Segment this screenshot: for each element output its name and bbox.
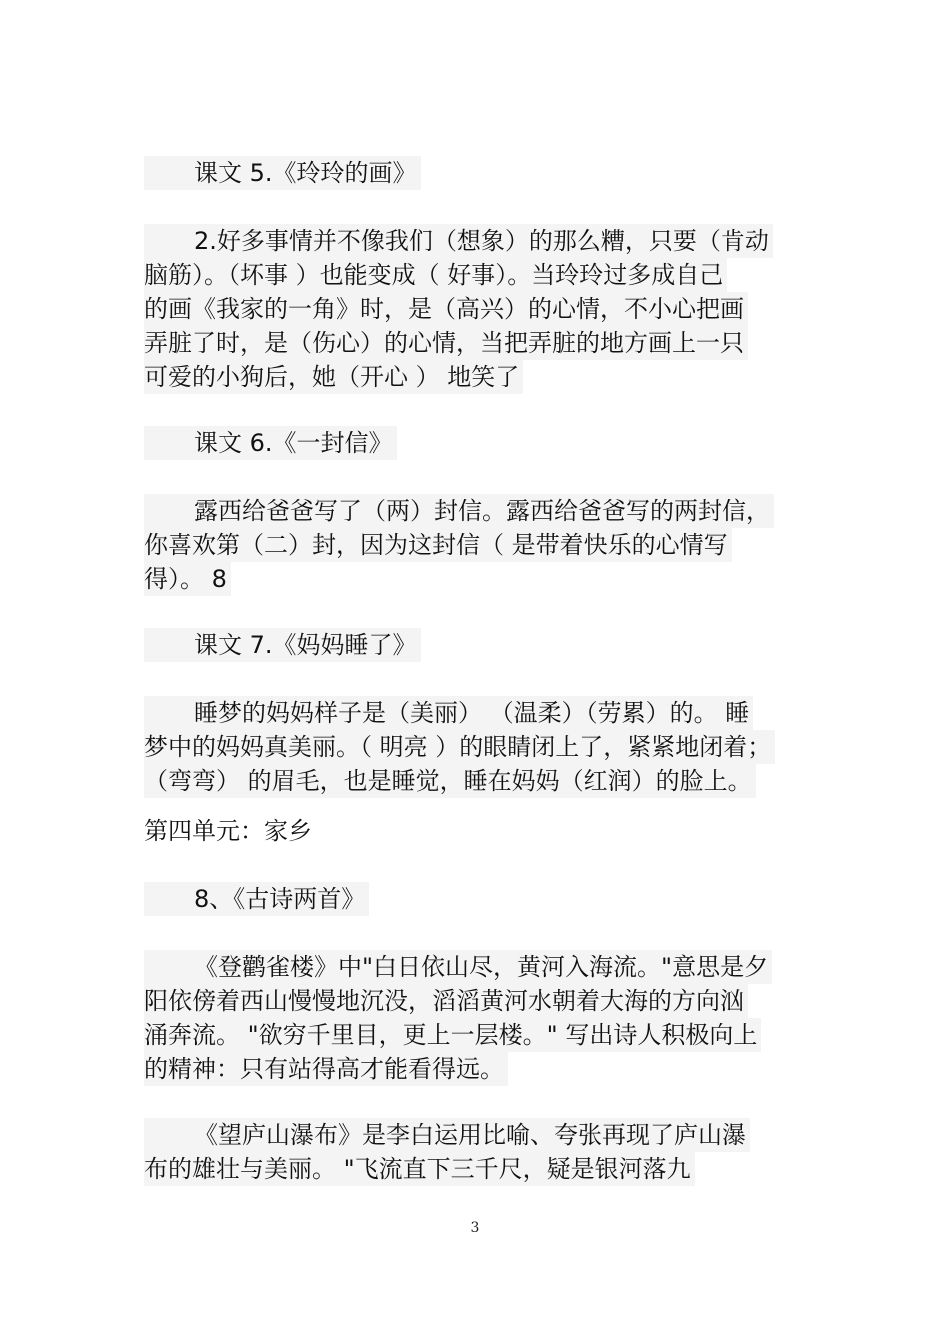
lesson7-paragraph	[144, 696, 824, 798]
paragraph-line: 睡梦的妈妈样子是（美丽） （温柔）（劳累）的。 睡	[144, 696, 753, 730]
paragraph-line: 梦中的妈妈真美丽。（ 明亮 ）的眼睛闭上了，紧紧地闭着；	[144, 730, 775, 764]
paragraph-line: 的精神：只有站得高才能看得远。	[144, 1052, 508, 1086]
lesson7-heading	[144, 628, 824, 662]
heading-text: 第四单元：家乡	[144, 817, 312, 845]
paragraph-line: 《登鹳雀楼》中"白日依山尽，黄河入海流。"意思是夕	[144, 950, 772, 984]
poem2-paragraph	[144, 1118, 824, 1186]
lesson8-heading	[144, 882, 824, 916]
poem1-paragraph	[144, 950, 824, 1086]
lesson5-paragraph	[144, 224, 824, 394]
paragraph-line: 的画《我家的一角》时，是（高兴）的心情，不小心把画	[144, 292, 748, 326]
paragraph-line: 《望庐山瀑布》是李白运用比喻、夸张再现了庐山瀑	[144, 1118, 750, 1152]
unit4-heading	[144, 814, 824, 848]
paragraph-line: 2.好多事情并不像我们（想象）的那么糟，只要（肯动	[144, 224, 773, 258]
heading-text: 课文 5.《玲玲的画》	[144, 156, 421, 190]
paragraph-line: 脑筋）。（坏事 ）也能变成（ 好事）。当玲玲过多成自己	[144, 258, 727, 292]
lesson6-paragraph	[144, 494, 824, 596]
page-number: 3	[470, 1220, 480, 1236]
lesson6-heading	[144, 426, 824, 460]
paragraph-line: 得）。 8	[144, 562, 231, 596]
paragraph-line: 布的雄壮与美丽。 "飞流直下三千尺，疑是银河落九	[144, 1152, 695, 1186]
paragraph-line: 阳依傍着西山慢慢地沉没，滔滔黄河水朝着大海的方向汹	[144, 984, 748, 1018]
heading-text: 课文 7.《妈妈睡了》	[144, 628, 421, 662]
heading-text: 8、《古诗两首》	[144, 882, 369, 916]
paragraph-line: 弄脏了时，是（伤心）的心情，当把弄脏的地方画上一只	[144, 326, 748, 360]
paragraph-line: 你喜欢第（二）封，因为这封信（ 是带着快乐的心情写	[144, 528, 732, 562]
heading-text: 课文 6.《一封信》	[144, 426, 397, 460]
paragraph-line: （弯弯） 的眉毛，也是睡觉，睡在妈妈（红润）的脸上。	[144, 764, 756, 798]
lesson5-heading	[144, 156, 824, 190]
paragraph-line: 涌奔流。 "欲穷千里目，更上一层楼。" 写出诗人积极向上	[144, 1018, 761, 1052]
paragraph-line: 可爱的小狗后，她（开心 ） 地笑了	[144, 360, 523, 394]
paragraph-line: 露西给爸爸写了（两）封信。露西给爸爸写的两封信，	[144, 494, 774, 528]
